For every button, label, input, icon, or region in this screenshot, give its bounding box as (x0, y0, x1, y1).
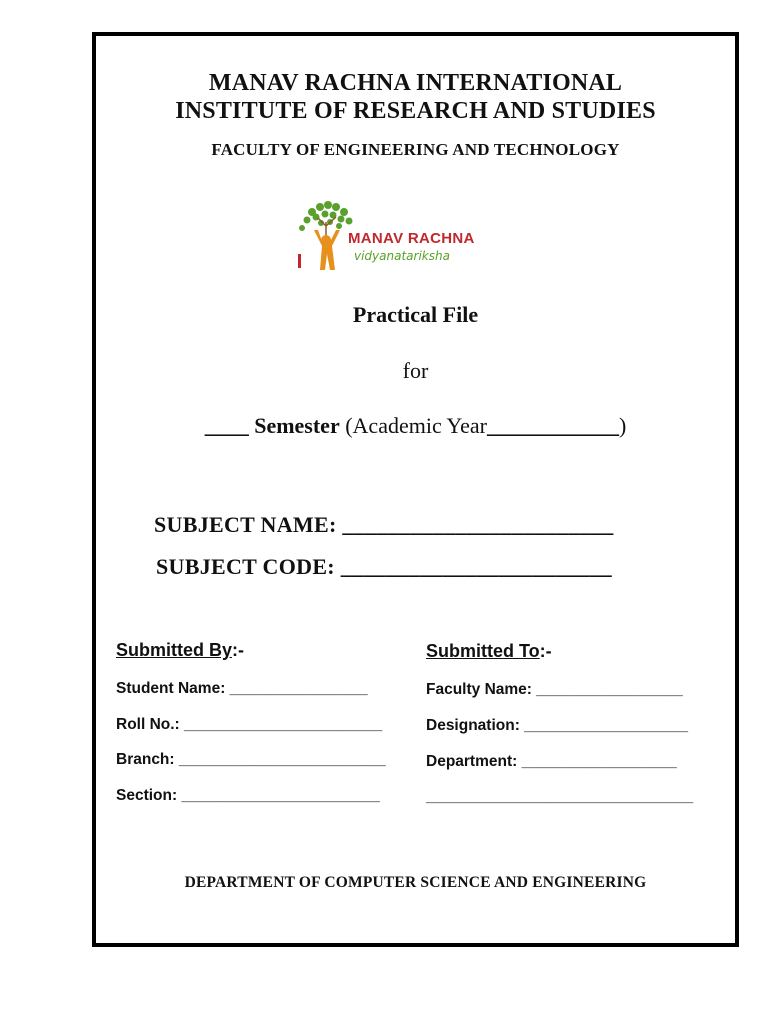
submitted-to-label: Submitted To (426, 641, 540, 661)
manav-rachna-logo (292, 200, 522, 278)
practical-file-title: Practical File (352, 302, 479, 327)
branch-field: Branch: ________________________ (116, 751, 386, 768)
subject-code-line (156, 554, 612, 580)
semester-line (96, 413, 735, 439)
academic-year-close: ) (618, 413, 627, 438)
submitted-to-suffix: :- (539, 641, 552, 661)
designation-field: Designation: ___________________ (426, 717, 688, 734)
institution-name-line1: MANAV RACHNA INTERNATIONAL (208, 70, 623, 96)
student-name-field: Student Name: ________________ (116, 680, 368, 697)
academic-year-label: (Academic Year (345, 413, 487, 438)
department-field: Department: __________________ (426, 753, 677, 770)
for-text: for (402, 358, 429, 383)
faculty-name: FACULTY OF ENGINEERING AND TECHNOLOGY (211, 140, 620, 159)
faculty-name-field: Faculty Name: _________________ (426, 681, 683, 698)
department-footer: DEPARTMENT OF COMPUTER SCIENCE AND ENGINEERING (184, 874, 647, 891)
semester-label: Semester (254, 413, 340, 438)
logo-tagline-text: vidyanatariksha (354, 249, 450, 263)
submitted-by-suffix: :- (232, 640, 245, 660)
subject-code-label: SUBJECT CODE: (156, 554, 335, 579)
roll-no-field: Roll No.: _______________________ (116, 716, 383, 733)
subject-name-label: SUBJECT NAME: (154, 512, 337, 537)
subject-code-blank: ________________________ (340, 554, 612, 579)
semester-blank: ____ (204, 413, 249, 438)
submitted-by-heading (116, 640, 244, 661)
institution-name-line2: INSTITUTE OF RESEARCH AND STUDIES (175, 98, 656, 124)
submitted-by-label: Submitted By (116, 640, 233, 660)
subject-name-line (154, 512, 614, 538)
page-border (92, 32, 739, 947)
academic-year-blank: ____________ (486, 413, 619, 438)
subject-name-blank: ________________________ (342, 512, 614, 537)
section-field: Section: _______________________ (116, 787, 380, 804)
submitted-to-heading (426, 641, 552, 662)
extra-blank-line: _______________________________ (426, 788, 694, 805)
logo-brand-text: MANAV RACHNA (348, 230, 475, 247)
